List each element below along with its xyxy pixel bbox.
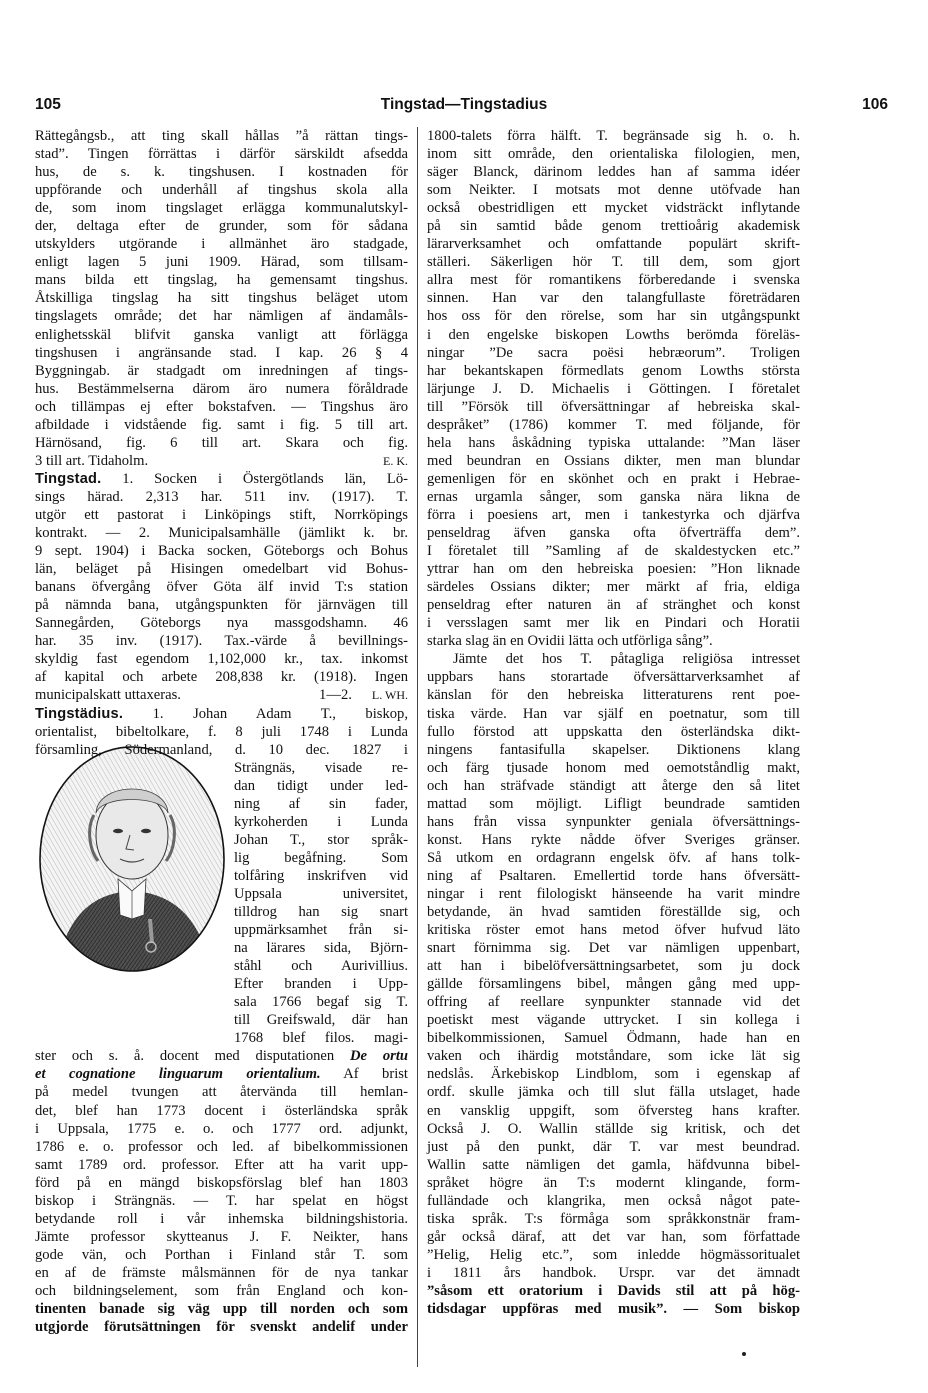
- text-line: och färg tjusade honom med oemotståndlig makt,: [427, 759, 800, 776]
- text-line: gode vän, och Porthan i Finland står T. som: [35, 1246, 408, 1263]
- text-line: en vansklig uppgift, som öfversteg hans krafter.: [427, 1102, 800, 1119]
- text-line: tiska språk. T:s förmåga som språkkonstnär fram-: [427, 1210, 800, 1227]
- text-line: na lärares sida, Björn-: [234, 940, 408, 957]
- text-line: biskop i Strängnäs. — T. har spelat en högst: [35, 1192, 408, 1209]
- text-line: utskylders utgörande i allmänhet äro stadgade,: [35, 236, 408, 253]
- text-line: just på den punkt, där T. var mest beundrad.: [427, 1138, 800, 1155]
- text-line: mans bilda ett tingslag, ha gemensamt tingshus.: [35, 272, 408, 289]
- text-line: hus, de s. k. tingshusen. I kostnaden för: [35, 164, 408, 181]
- text-line: i den engelske biskopen Lowths berömda föreläs-: [427, 326, 800, 343]
- text-line: sings härad. 2,313 har. 511 inv. (1917). T.: [35, 488, 408, 505]
- text-line: Sannegården, Göteborgs nya massgodshamn. 46: [35, 615, 408, 632]
- text-line: offring af reellare synpunkter stannade vid det: [427, 994, 800, 1011]
- text-line: förra i poesiens art, men i tankestyrka och djärfva: [427, 506, 800, 523]
- text-line: Jämte professor skytteanus J. F. Neikter, hans: [35, 1228, 408, 1245]
- text-line: [35, 470, 408, 488]
- text-line: ning af sin fader,: [234, 795, 408, 812]
- text-line: starka slag än en Ovidii lätta och utförliga sång”.: [427, 633, 713, 650]
- text-line: ningar i rent filologiskt hänseende ha varit mindre: [427, 885, 800, 902]
- text-line: yttrar han om den hebreiska poesien: ”Hon liknade: [427, 561, 800, 578]
- text-line: särdeles Ossians dikter; mer märkt af fria, eldiga: [427, 579, 800, 596]
- text-line: der, deltaga efter de grunder, som för sådana: [35, 218, 408, 235]
- text-line: [35, 452, 408, 470]
- text-line: sala 1766 begaf sig T.: [234, 994, 408, 1011]
- text-line: 1786 e. o. professor och led. af bibelkommissionen: [35, 1138, 408, 1155]
- text-line: förd på en mängd biskopsförslag blef han 1803: [35, 1174, 408, 1191]
- text-line: språket högre än T:s modernt klingande, form-: [427, 1174, 800, 1191]
- text-line: penseldrag efter naturen än af stränghet och konst: [427, 597, 800, 614]
- text-line: ningar ”De sacra poësi hebræorum”. Troligen: [427, 344, 800, 361]
- text-line: kritiska röster emot hans metod öfver hufvud läto: [427, 922, 800, 939]
- text-line: uppförande och underhåll af tingshus skola alla: [35, 182, 408, 199]
- text-line: och han sträfvade ständigt att återge den så litet: [427, 777, 800, 794]
- text-line: allra mest för romantikens förberedande i svenska: [427, 272, 800, 289]
- text-line: enligt lagen 5 juni 1909. Härad, som tillsam-: [35, 254, 408, 271]
- text-line: kontrakt. — 2. Municipalsamhälle (jämlikt k. br.: [35, 525, 408, 542]
- text-line: 1768 blef filos. magi-: [234, 1030, 408, 1047]
- text-line: tinenten banade sig väg upp till norden och som: [35, 1301, 408, 1318]
- text-line: Wallin satte nämligen det gamla, häfdvunna bibel-: [427, 1156, 800, 1173]
- text-line: 9 sept. 1904) i Backa socken, Göteborgs och Bohus: [35, 543, 408, 560]
- text-line: [35, 1047, 408, 1065]
- page-number-left: 105: [35, 96, 61, 113]
- text-fragment: 1. Socken i Östergötlands län, Lö-: [101, 470, 408, 487]
- dissertation-title: et cognatione linguarum orientalium.: [35, 1066, 321, 1083]
- text-line: Strängnäs, visade re-: [234, 759, 408, 776]
- text-line: tiska värde. Han var själf en poetnatur, som till: [427, 705, 800, 722]
- text-line: af kapital och arbete 208,838 kr. (1918). Ingen: [35, 669, 408, 686]
- text-line: tingslagets område; det har nämligen af ändamåls-: [35, 308, 408, 325]
- text-line: Åtskilliga tingslag ha sitt tingshus beläget utom: [35, 290, 408, 307]
- text-line: de, som inom tingslaget erlägga kommunalutskyl-: [35, 200, 408, 217]
- text-line: på sin samtid både genom trettioårig akademisk: [427, 218, 800, 235]
- text-line: en af de främste målsmännen för de nya tankar: [35, 1264, 408, 1281]
- text-line: också obestridligen ett mycket vidsträckt inflytande: [427, 200, 800, 217]
- left-column: [35, 127, 408, 1336]
- text-line: [35, 1065, 408, 1083]
- text-line: ställeri. Säkerligen hör T. till dem, som gjort: [427, 254, 800, 271]
- text-line: Byggningab. är stadgadt om inredningen af tings-: [35, 362, 408, 379]
- text-line: tilldrog han sig snart: [234, 904, 408, 921]
- text-line: känslan för den hebreiska litteraturens rent poe-: [427, 687, 800, 704]
- running-head: Tingstad—Tingstadius: [380, 96, 548, 113]
- text-line: dan tidigt under led-: [234, 777, 408, 794]
- text-line: det, blef han 1773 docent i österländska språk: [35, 1102, 408, 1119]
- text-line: kyrkoherden i Lunda: [234, 813, 408, 830]
- text-fragment: 1. Johan Adam T., biskop,: [123, 705, 408, 722]
- text-line: går också däraf, att det var han, som författade: [427, 1228, 800, 1245]
- text-line: församling, Södermanland, d. 10 dec. 1827 i: [35, 741, 408, 758]
- text-line: I företalet till ”Samling af de skaldestycken etc.”: [427, 543, 800, 560]
- text-line: despråket” (1786) kommer T. med följande, för: [427, 416, 800, 433]
- text-line: till Greifswald, där han: [234, 1012, 408, 1029]
- text-line: orientalist, bibeltolkare, f. 8 juli 1748 i Lunda: [35, 723, 408, 740]
- text-line: ordf. skulle jämka och till slut fälla utslaget, hade: [427, 1084, 800, 1101]
- text-line: konst. Hans rykte nådde öfver Sveriges gränser.: [427, 831, 800, 848]
- column-rule: [417, 127, 418, 1367]
- text-line: gällde församlingens bibel, mången gång med upp-: [427, 976, 800, 993]
- text-line: som Neikter. I motsats mot denne utöfvade han: [427, 182, 800, 199]
- text-line: skyldig fast egendom 1,102,000 kr., tax. inkomst: [35, 651, 408, 668]
- text-line: vaken och ihärdig motståndare, som icke lät sig: [427, 1048, 800, 1065]
- text-line: län, beläget på Hisingen omedelbart vid Bohus-: [35, 561, 408, 578]
- text-line: säger Blanck, därinom leddes han af samma idéer: [427, 164, 800, 181]
- text-line: gemenligen för en skönhet och en prakt i Hebrae-: [427, 470, 800, 487]
- text-line: Också J. O. Wallin ställde sig kritisk, och det: [427, 1120, 800, 1137]
- text-line: fulländade och klangrika, men också något pate-: [427, 1192, 800, 1209]
- text-line: Så utkom en ordagrann engelsk öfv. af hans tolk-: [427, 849, 800, 866]
- text-line: banans öfvergång öfver Göta älf invid T:s station: [35, 579, 408, 596]
- text-line: ståhl och Aurivillius.: [234, 958, 408, 975]
- text-line: ningens fantasifulla skapelser. Diktionens klang: [427, 741, 800, 758]
- text-line: ”Helig, Helig etc.”, som inledde högmässoritualet: [427, 1246, 800, 1263]
- text-line: och tillämpas ej efter bokstafven. — Tingshus äro: [35, 398, 408, 415]
- author-signature: E. K.: [383, 453, 408, 468]
- right-column: [427, 127, 800, 1318]
- text-line: Jämte det hos T. påtagliga religiösa intresset: [453, 651, 800, 668]
- text-line: ning af Psaltaren. Emellertid torde hans öfversätt-: [427, 867, 800, 884]
- text-line: fullo förstod att uppskatta den österländska dikt-: [427, 723, 800, 740]
- text-line: 1800-talets förra hälft. T. begränsade sig h. o. h.: [427, 128, 800, 144]
- text-line: hos oss för den rörelse, som har sin utgångspunkt: [427, 308, 800, 325]
- text-line: uppbars hans storartade öfversättarverksamhet af: [427, 669, 800, 686]
- text-line: sinnen. Han var den talangfullaste företrädaren: [427, 290, 800, 307]
- text-line: på nämnda bana, utgångspunkten för järnvägen till: [35, 597, 408, 614]
- printer-mark: [742, 1352, 746, 1356]
- text-line: lärjunge J. D. Michaelis i Göttingen. I företalet: [427, 380, 800, 397]
- text-line: inom sitt område, den orientaliska filologien, men,: [427, 146, 800, 163]
- text-line: lig begåfning. Som: [234, 849, 408, 866]
- text-line: hans från vissa synpunkter geniala öfversättnings-: [427, 813, 800, 830]
- text-line: Uppsala universitet,: [234, 885, 408, 902]
- entry-range: 1—2.: [319, 687, 352, 704]
- text-line: uppmärksamhet från si-: [234, 922, 408, 939]
- text-line: tidsdagar uppföras med musik”. — Som biskop: [427, 1301, 800, 1318]
- text-line: nedslås. Ärkebiskop Lindblom, som i egenskap af: [427, 1066, 800, 1083]
- text-line: med beundran en Ossians dikter, men man blundar: [427, 452, 800, 469]
- text-line: tingshusen i angränsande stad. I kap. 26 § 4: [35, 344, 408, 361]
- text-line: Rättegångsb., att ting skall hållas ”å rättan tings-: [35, 128, 408, 144]
- text-line: på medel tvungen att återvända till hemlan-: [35, 1084, 408, 1101]
- text-line: bibelkommissionen, Samuel Ödmann, hade han en: [427, 1030, 800, 1047]
- text-line: [35, 686, 408, 704]
- dissertation-title: De ortu: [350, 1048, 409, 1065]
- text-line: utgjorde förutsättningen för svenskt andelif under: [35, 1319, 408, 1336]
- text-line: i 1811 års handbok. Urspr. var det ämnadt: [427, 1264, 800, 1281]
- text-line: Johan T., stor språk-: [234, 831, 408, 848]
- text-line: i versslagen samt mer lik en Pindari och Horatii: [427, 615, 800, 632]
- text-line: i Uppsala, 1775 e. o. och 1777 ord. adjunkt,: [35, 1120, 408, 1137]
- page-number-right: 106: [862, 96, 888, 113]
- text-line: utgör ett pastorat i Linköpings stift, Norrköpings: [35, 506, 408, 523]
- text-fragment: ster och s. å. docent med disputationen: [35, 1048, 351, 1065]
- text-line: hela hans åskådning typiska uttalande: ”Man läser: [427, 434, 800, 451]
- entry-headword: Tingstad.: [35, 470, 102, 487]
- text-line: stad”. Tingen förrättas i därför särskildt afsedda: [35, 146, 408, 163]
- text-line: Efter branden i Upp-: [234, 976, 408, 993]
- text-line: afbildade i vidstående fig. samt i fig. 5 till art.: [35, 416, 408, 433]
- text-line: att han i bibelöfversättningsarbetet, som ju dock: [427, 958, 800, 975]
- entry-headword: Tingstädius.: [35, 705, 124, 722]
- text-line: och bildningselement, som från England och kon-: [35, 1283, 408, 1299]
- text-line: lärarverksamhet och omfattande populärt skrift-: [427, 236, 800, 253]
- text-line: poetiskt mest vägande uttrycket. I sin kollega i: [427, 1012, 800, 1029]
- text-line: hus. Bestämmelserna därom äro numera föråldrade: [35, 380, 408, 397]
- author-signature: L. WH.: [371, 688, 408, 703]
- text-fragment: 3 till art. Tidaholm.: [35, 452, 149, 469]
- text-line: har bekantskapen förmedlats genom Lowths största: [427, 362, 800, 379]
- text-line: har. 35 inv. (1917). Tax.-värde å bevillnings-: [35, 633, 408, 650]
- text-line: enlighetsskäl blifvit ganska vanligt att förlägga: [35, 326, 408, 343]
- text-line: betydande roll i vår inhemska bildningshistoria.: [35, 1210, 408, 1227]
- text-fragment: municipalskatt uttaxeras.: [35, 687, 181, 704]
- text-line: tolfåring inskrifven vid: [234, 867, 408, 884]
- text-line: till ”Försök till öfversättningar af hebreiska skal-: [427, 398, 800, 415]
- text-line: ernas urgamla sånger, som ganska nära likna de: [427, 488, 800, 505]
- text-line: Härnösand, fig. 6 till art. Skara och fig.: [35, 434, 408, 451]
- text-line: betydande, än hvad samtiden föreställde sig, och: [427, 904, 800, 921]
- text-fragment: Af brist: [320, 1066, 408, 1083]
- text-line: ”såsom ett oratorium i Davids stil att på hög-: [427, 1283, 800, 1299]
- text-line: [35, 705, 408, 723]
- text-line: samt 1789 ord. professor. Efter att ha varit upp-: [35, 1156, 408, 1173]
- text-line: snart förnimma sig. Det var nämligen uppenbart,: [427, 940, 800, 957]
- text-line: penseldrag äfven ganska ofta öfverträffa dem”.: [427, 525, 800, 542]
- text-line: mattad som möjligt. Lifligt beundrade samtiden: [427, 795, 800, 812]
